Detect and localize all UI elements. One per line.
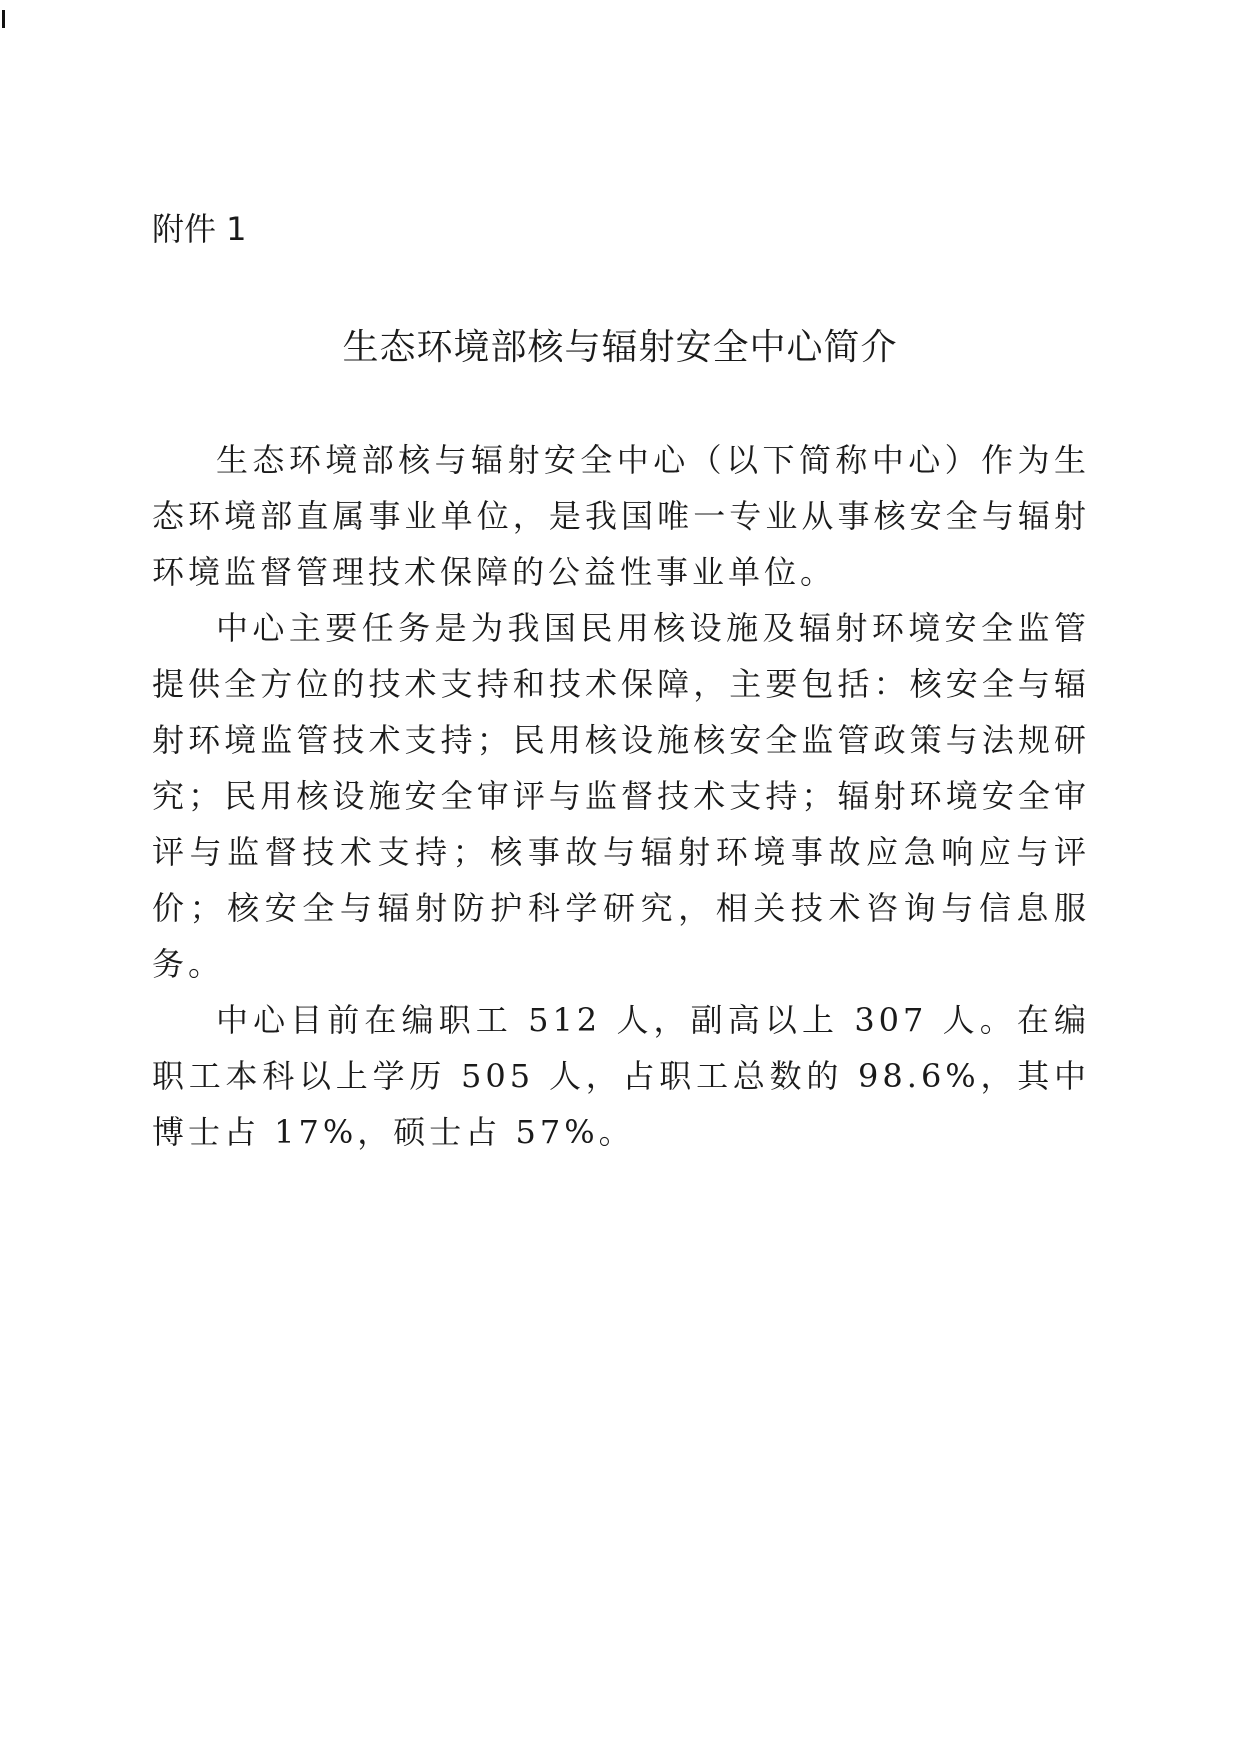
paragraph-main-tasks: 中心主要任务是为我国民用核设施及辐射环境安全监管提供全方位的技术支持和技术保障，主要包括：核安全与辐射环境监管技术支持；民用核设施核安全监管政策与法规研究；民用核设施安全审评与监督技术支持；辐射环境安全审评与监督技术支持；核事故与辐射环境事故应急响应与评价；核安全与辐射防护科学研究，相关技术咨询与信息服务。: [152, 609, 1090, 983]
attachment-label: 附件 1: [152, 210, 247, 248]
document-body: [152, 432, 1090, 1160]
document-title: 生态环境部核与辐射安全中心简介: [342, 327, 898, 368]
paragraph-staff-statistics: 中心目前在编职工 512 人，副高以上 307 人。在编职工本科以上学历 505 人，占职工总数的 98.6%，其中博士占 17%，硕士占 57%。: [152, 1001, 1090, 1151]
paragraph-introduction: 生态环境部核与辐射安全中心（以下简称中心）作为生态环境部直属事业单位，是我国唯一专业从事核安全与辐射环境监督管理技术保障的公益性事业单位。: [152, 441, 1090, 591]
scan-edge-mark: [2, 10, 5, 28]
